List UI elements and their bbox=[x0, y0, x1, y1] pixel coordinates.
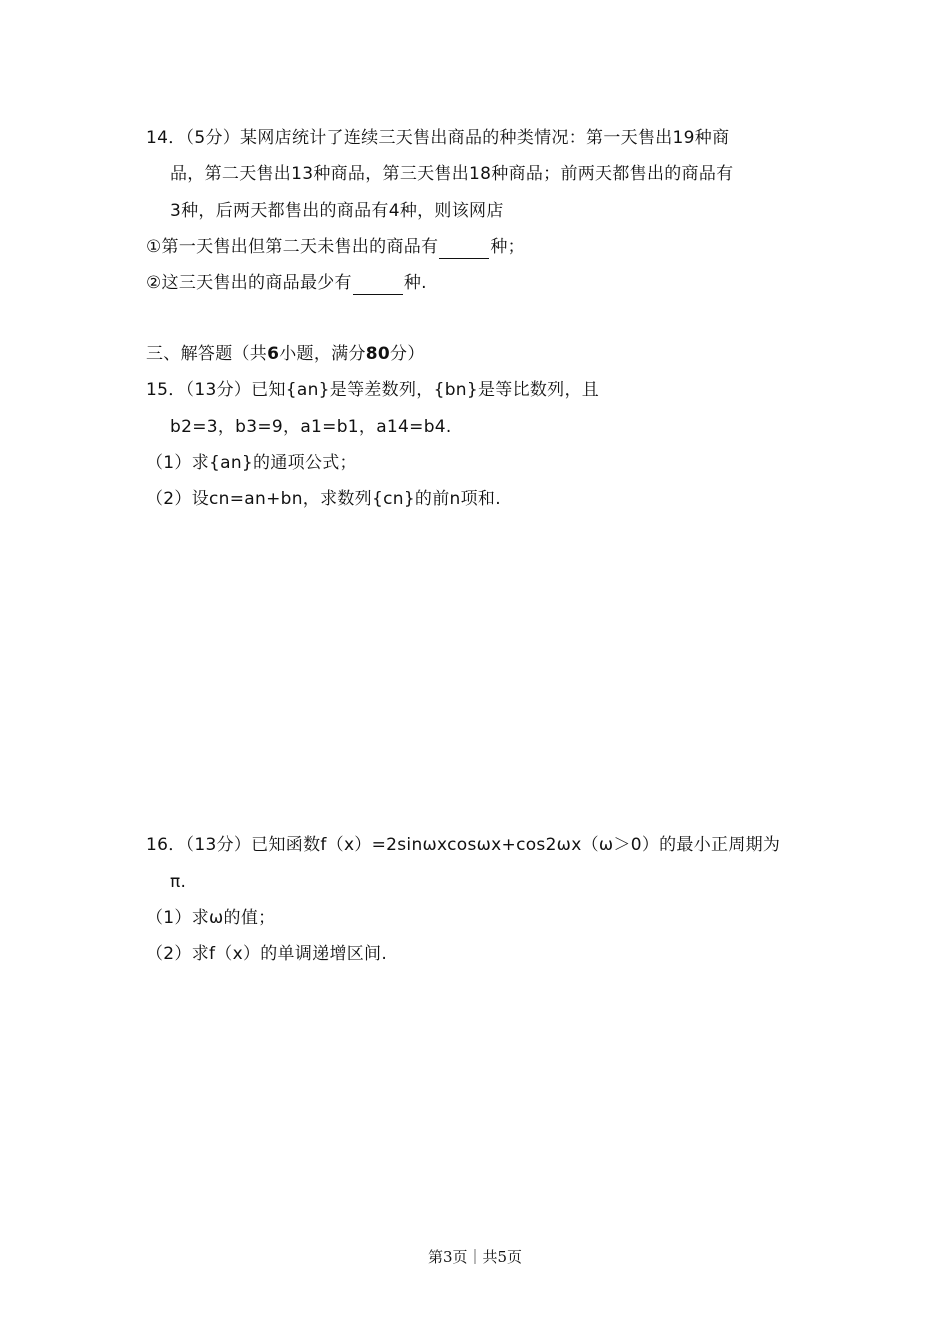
q14-item-2-text: ②这三天售出的商品最少有 bbox=[146, 273, 352, 293]
section-total-score: 80 bbox=[365, 344, 391, 364]
q14-line-1: 14．（5分）某网店统计了连续三天售出商品的种类情况：第一天售出19种商 bbox=[146, 128, 730, 148]
answer-blank bbox=[439, 240, 489, 259]
page-footer: 第3页｜共5页 bbox=[427, 1248, 523, 1266]
q16-line-2: π. bbox=[170, 872, 187, 892]
q14-item-1-text: ①第一天售出但第二天未售出的商品有 bbox=[146, 237, 439, 257]
q14-item-1-suffix: 种； bbox=[490, 237, 525, 257]
q15-line-1 bbox=[146, 378, 599, 402]
section-question-count: 6 bbox=[267, 344, 280, 364]
q14-item-1 bbox=[146, 235, 525, 259]
q16-line-1: 16．（13分）已知函数f（x）=2sinωxcosωx+cos2ωx（ω＞0）的最小正周期为 bbox=[146, 835, 781, 855]
q14-item-2-suffix: 种. bbox=[403, 273, 427, 293]
q15-part-2: （2）设cn=an+bn，求数列{cn}的前n项和. bbox=[146, 489, 501, 509]
q14-line-3: 3种，后两天都售出的商品有4种，则该网店 bbox=[170, 201, 504, 221]
section-heading-prefix: 三、解答题（共 bbox=[146, 344, 268, 364]
q16-part-2: （2）求f（x）的单调递增区间. bbox=[146, 944, 388, 964]
q15-line-2: b2=3，b3=9，a1=b1，a14=b4. bbox=[170, 417, 452, 437]
section-heading-suffix: 分） bbox=[390, 344, 425, 364]
answer-blank bbox=[353, 276, 403, 295]
q14-item-2 bbox=[146, 271, 427, 295]
q16-part-1: （1）求ω的值； bbox=[146, 908, 276, 928]
section-heading-middle: 小题，满分 bbox=[279, 344, 366, 364]
section-heading bbox=[146, 342, 425, 366]
q14-line-2: 品，第二天售出13种商品，第三天售出18种商品；前两天都售出的商品有 bbox=[170, 164, 734, 184]
q15-stem-1: 15．（13分）已知{an}是等差数列，{bn}是等比数列，且 bbox=[146, 380, 600, 400]
q15-part-1: （1）求{an}的通项公式； bbox=[146, 453, 357, 473]
